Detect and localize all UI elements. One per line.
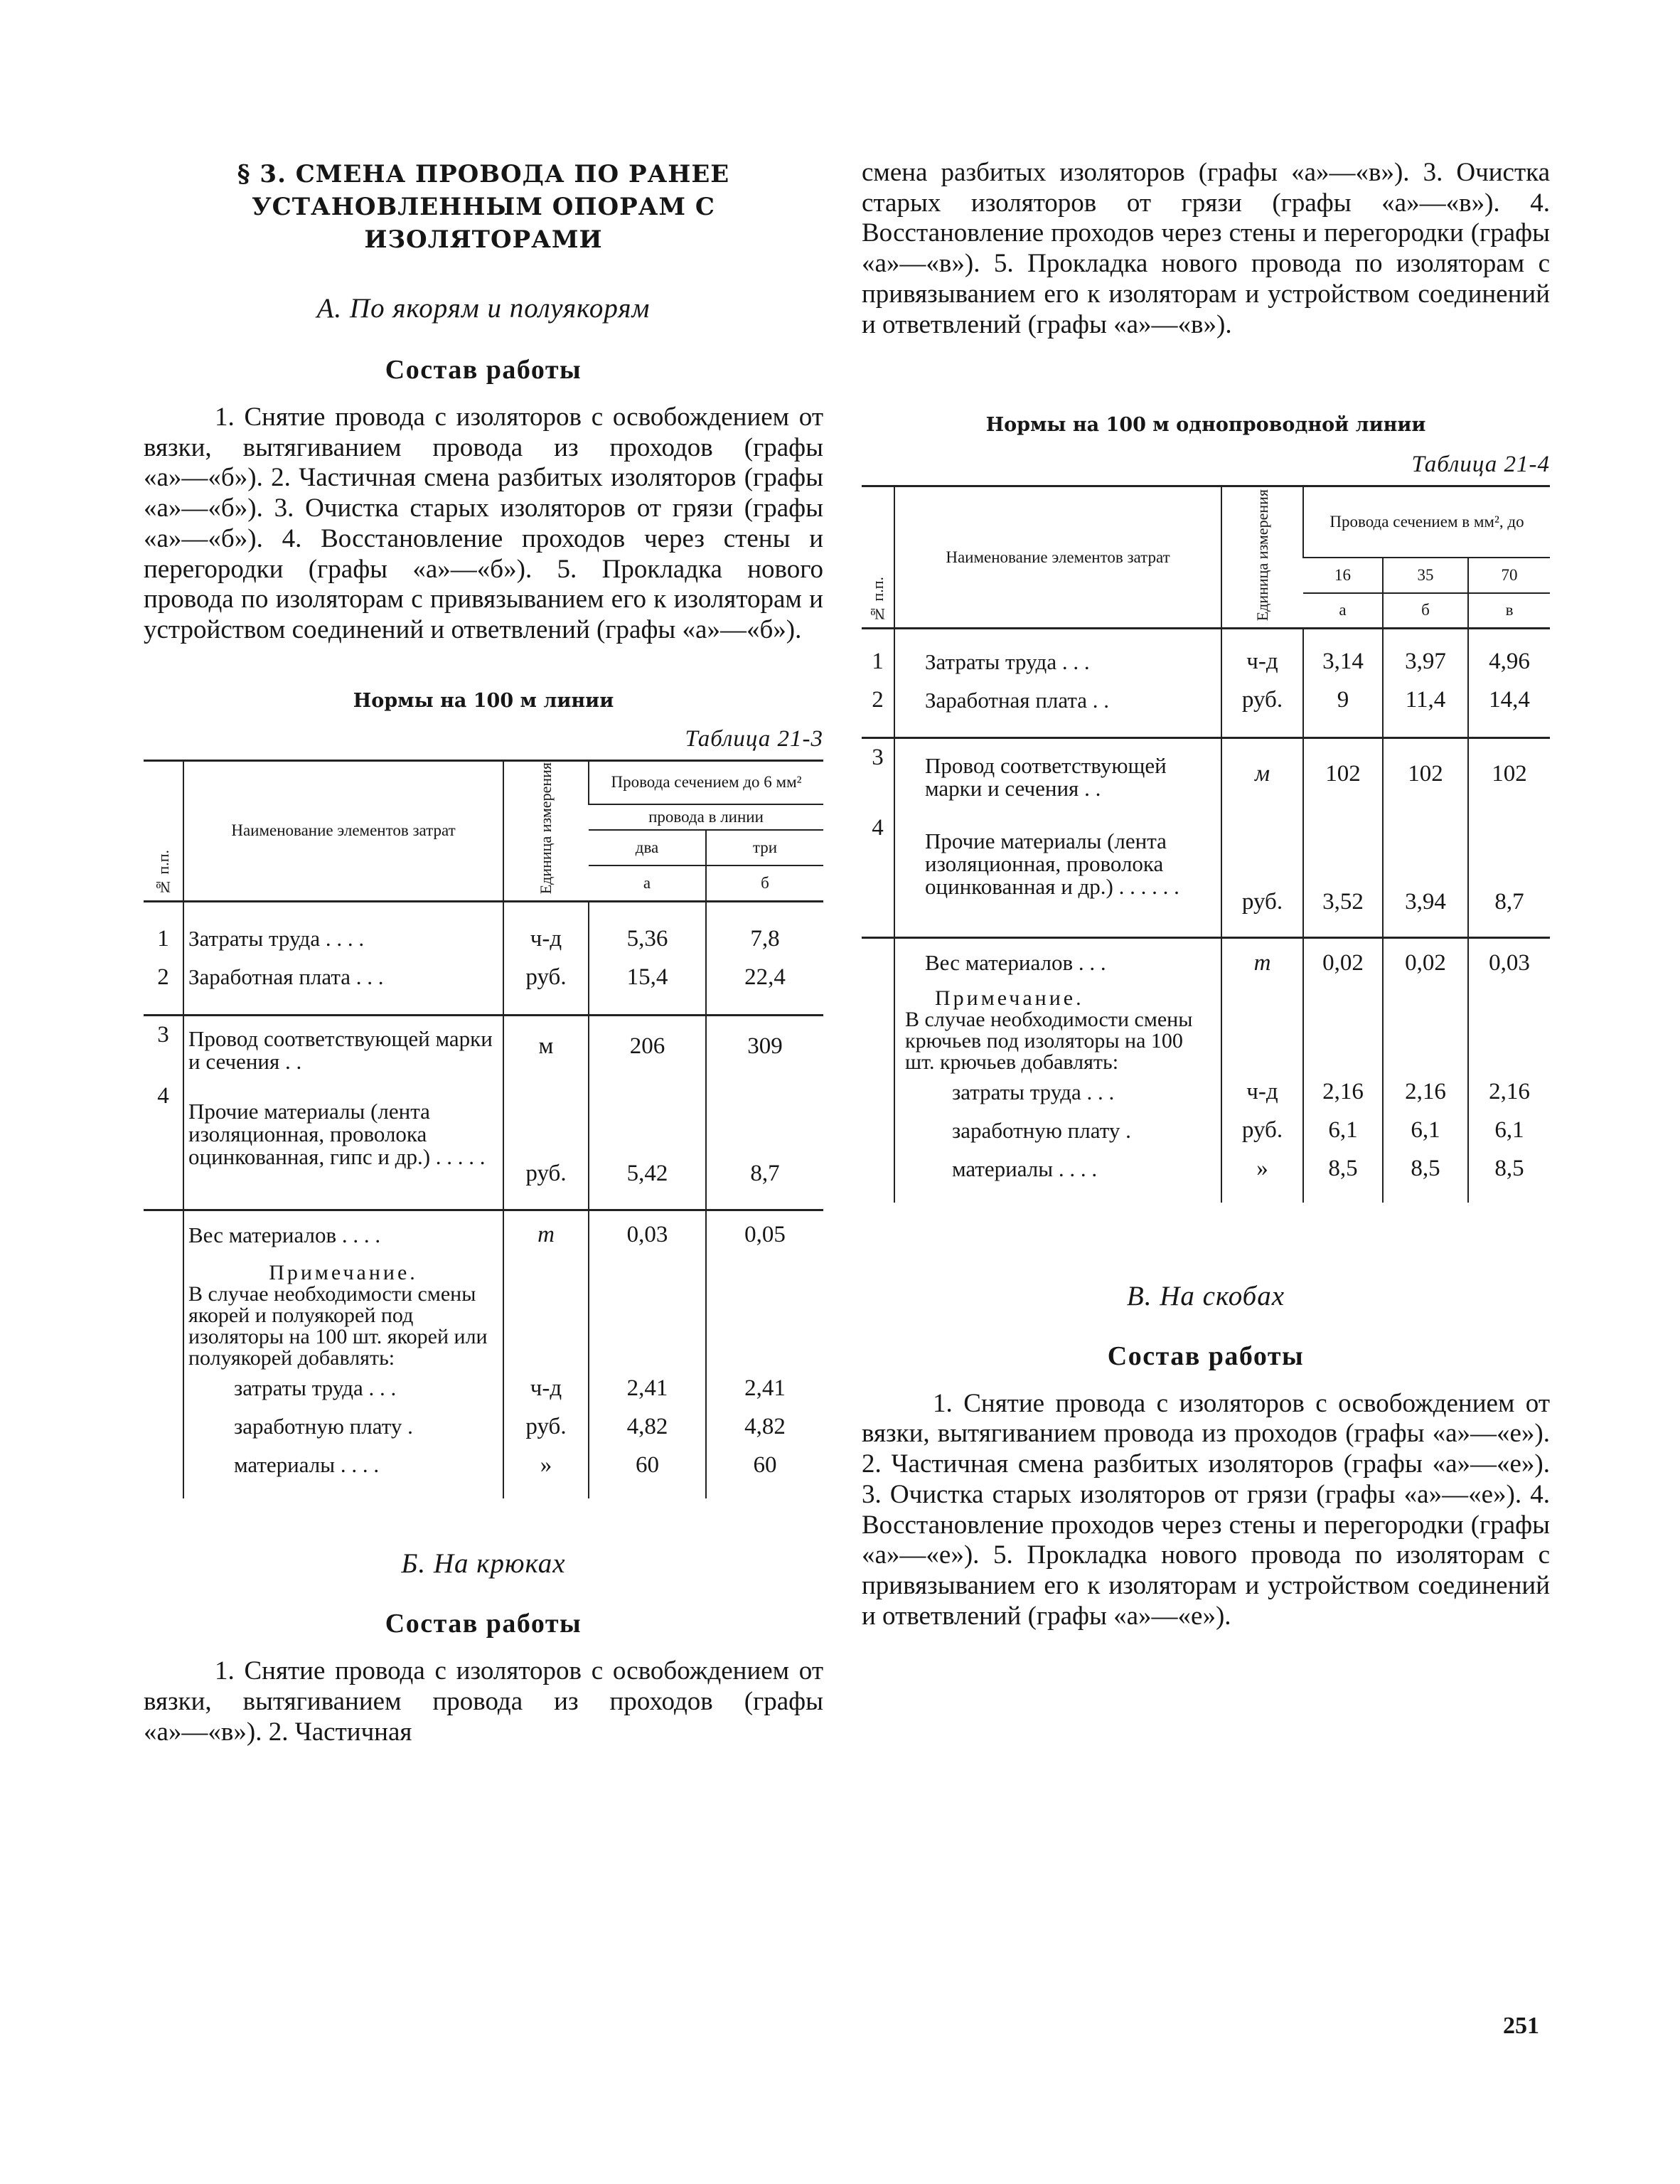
right-column [862,158,1550,1631]
col-header-three: три [706,830,823,865]
table-caption-21-3: Таблица 21-3 [685,725,823,752]
table-21-4 [862,485,1550,1203]
col-header-name: Наименование элементов затрат [183,760,503,901]
table-row: 2 Заработная плата . . руб. 9 11,4 14,4 [862,681,1550,720]
work-heading-a: Состав работы [385,355,582,385]
table-row: материалы . . . . » 60 60 [144,1446,823,1484]
table-row: 1 Затраты труда . . . ч-д 3,14 3,97 4,96 [862,643,1550,681]
table-row: заработную плату . руб. 4,82 4,82 [144,1407,823,1446]
col-header-no: № п.п. [862,486,894,629]
table-row: материалы . . . . » 8,5 8,5 8,5 [862,1150,1550,1188]
table-row: затраты труда . . . ч-д 2,16 2,16 2,16 [862,1073,1550,1112]
page-number: 251 [1503,2013,1539,2039]
table-caption-21-4: Таблица 21-4 [1411,452,1550,478]
table-row: заработную плату . руб. 6,1 6,1 6,1 [862,1112,1550,1150]
subsection-b-title: Б. На крюках [401,1548,566,1580]
work-text-c: 1. Снятие провода с изоляторов с освобождением от вязки, вытягиванием провода из проходов (графы «а»—«е»). 2. Частичная смена разбитых изоляторов (графы «а»—«е»). 3. Очистка старых изоляторов от грязи (графы «а»—«е»). 4. Восстановление проходов через стены и перегородки (графы «а»—«е»). 5. Прокладка нового провода по изоляторам с привязыванием его к изоляторам и устройством соединений и ответвлений (графы «а»—«е»). [862,1388,1550,1631]
table-row: 3 Провод соответствующей марки и сечения . . м 206 309 [144,1015,823,1077]
note-text: В случае необходимости смены крючьев под изоляторы на 100 шт. крючьев добавлять: [905,1007,1193,1074]
col-header-two: два [589,830,706,865]
col-header-no: № п.п. [144,760,183,901]
table-row: затраты труда . . . ч-д 2,41 2,41 [144,1369,823,1407]
col-header-70: 70 [1468,558,1550,593]
col-header-16: 16 [1303,558,1383,593]
work-heading-b: Состав работы [385,1609,582,1639]
col-header-unit: Единица измерения [503,760,589,901]
table-21-3 [144,760,823,1499]
norm-heading-21-4: Нормы на 100 м однопроводной линии [985,414,1426,437]
work-heading-c: Состав работы [1107,1341,1305,1371]
col-header-group: Провода сечением до 6 мм² [589,760,823,804]
norm-heading-21-3: Нормы на 100 м линии [353,689,614,712]
subsection-c-title: В. На скобах [1126,1280,1285,1311]
work-text-b: 1. Снятие провода с изоляторов с освобождением от вязки, вытягиванием провода из проходов (графы «а»—«в»). 2. Частичная [144,1656,823,1747]
left-column [144,158,823,1747]
table-row: 2 Заработная плата . . . руб. 15,4 22,4 [144,958,823,996]
col-letter-b: б [706,865,823,901]
col-header-unit: Единица измерения [1221,486,1303,629]
table-row: 3 Провод соответствующей марки и сечения . . м 102 102 102 [862,738,1550,809]
col-header-name: Наименование элементов затрат [894,486,1221,629]
table-row: Вес материалов . . . т 0,02 0,02 0,03 [862,938,1550,988]
table-row: Вес материалов . . . . т 0,03 0,05 [144,1210,823,1259]
note-text: В случае необходимости смены якорей и полуякорей под изоляторы на 100 шт. якорей или полуякорей добавлять: [188,1282,488,1370]
table-row: 4 Прочие материалы (лента изоляционная, проволока оцинкованная, гипс и др.) . . . . . руб. 5,42 8,7 [144,1077,823,1191]
work-text-b-continued: смена разбитых изоляторов (графы «а»—«в»). 3. Очистка старых изоляторов от грязи (графы «а»—«в»). 4. Восстановление проходов через стены и перегородки (графы «а»—«в»). 5. Прокладка нового провода по изоляторам с привязыванием его к изоляторам и устройством соединений и ответвлений (графы «а»—«в»). [862,158,1550,339]
table-note-row [144,1259,823,1369]
table-row: 1 Затраты труда . . . . ч-д 5,36 7,8 [144,920,823,958]
col-letter-v: в [1468,593,1550,629]
col-letter-b: б [1383,593,1468,629]
col-header-sub: провода в линии [589,804,823,830]
section-title: § 3. СМЕНА ПРОВОДА ПО РАНЕЕ УСТАНОВЛЕННЫМ ОПОРАМ С ИЗОЛЯТОРАМИ [237,160,730,254]
subsection-a-title: А. По якорям и полуякорям [316,293,651,324]
table-row: 4 Прочие материалы (лента изоляционная, проволока оцинкованная и др.) . . . . . . руб. 3,52 3,94 8,7 [862,809,1550,920]
col-header-35: 35 [1383,558,1468,593]
table-note-row [862,988,1550,1073]
note-heading: Примечание. [935,986,1084,1010]
work-text-a: 1. Снятие провода с изоляторов с освобождением от вязки, вытягиванием провода из проходов (графы «а»—«б»). 2. Частичная смена разбитых изоляторов (графы «а»—«б»). 3. Очистка старых изоляторов от грязи (графы «а»—«б»). 4. Восстановление проходов через стены и перегородки (графы «а»—«б»). 5. Прокладка нового провода по изоляторам с привязыванием его к изоляторам и устройством соединений и ответвлений (графы «а»—«б»). [144,403,823,644]
note-heading: Примечание. [269,1261,418,1285]
col-header-group: Провода сечением в мм², до [1303,486,1550,558]
col-letter-a: а [589,865,706,901]
col-letter-a: а [1303,593,1383,629]
